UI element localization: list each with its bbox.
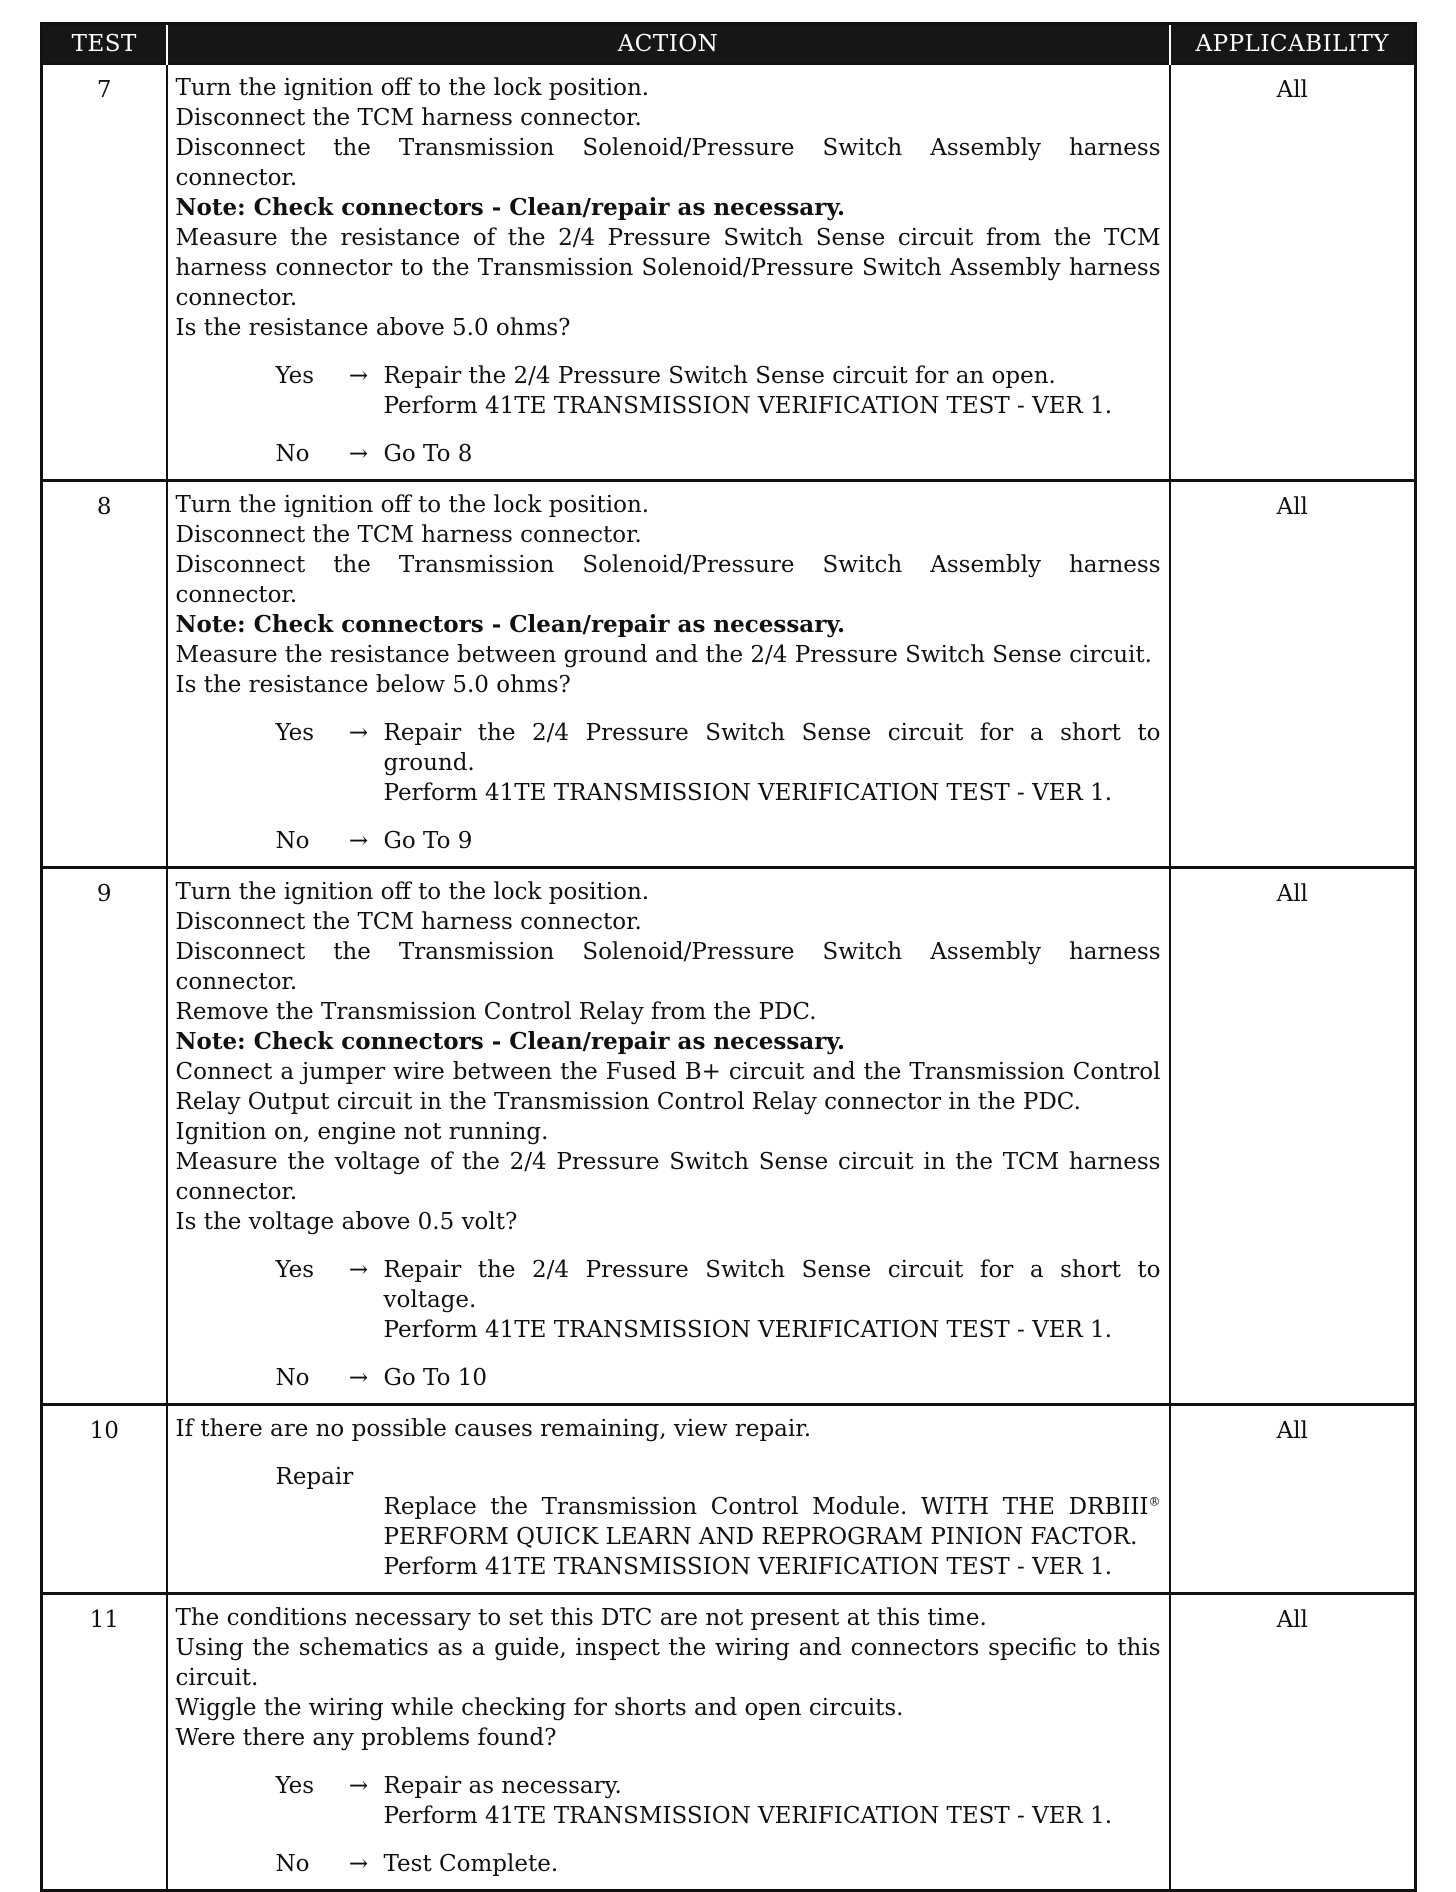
step: Disconnect the TCM harness connector. <box>175 522 642 548</box>
note: Note: Check connectors - Clean/repair as necessary. <box>175 194 846 221</box>
no-label: No <box>275 828 310 854</box>
step: Were there any problems found? <box>175 1725 557 1751</box>
step: Turn the ignition off to the lock position. <box>175 492 650 518</box>
note: Note: Check connectors - Clean/repair as necessary. <box>175 611 846 638</box>
arrow-icon: → <box>348 1851 369 1877</box>
arrow-icon: → <box>348 363 369 389</box>
action-cell <box>167 1594 1170 1891</box>
yes-result <box>276 718 1161 808</box>
table-row <box>42 868 1416 1405</box>
step: Disconnect the Transmission Solenoid/Pressure Switch Assembly harness connector. <box>175 939 1161 995</box>
no-text: Go To 8 <box>383 441 473 467</box>
yes-text <box>384 718 1161 808</box>
no-text: Test Complete. <box>383 1851 559 1877</box>
yes-line: Repair the 2/4 Pressure Switch Sense circuit for a short to ground. <box>383 720 1161 776</box>
applicability-value: All <box>1170 481 1416 868</box>
step: Wiggle the wiring while checking for shorts and open circuits. <box>175 1695 904 1721</box>
step: If there are no possible causes remaining, view repair. <box>175 1416 812 1442</box>
arrow-icon: → <box>348 1365 369 1391</box>
step: Ignition on, engine not running. <box>175 1119 549 1145</box>
repair-body <box>384 1492 1161 1582</box>
step: Is the voltage above 0.5 volt? <box>175 1209 518 1235</box>
step: Connect a jumper wire between the Fused B+ circuit and the Transmission Control Relay Output circuit in the Transmission Control Relay connector in the PDC. <box>175 1059 1161 1115</box>
no-text: Go To 10 <box>383 1365 488 1391</box>
repair-perform: Perform 41TE TRANSMISSION VERIFICATION TEST - VER 1. <box>383 1554 1113 1580</box>
action-cell <box>167 64 1170 481</box>
no-label: No <box>275 1365 310 1391</box>
action-cell <box>167 868 1170 1405</box>
yes-line: Perform 41TE TRANSMISSION VERIFICATION TEST - VER 1. <box>383 780 1113 806</box>
step: Measure the resistance of the 2/4 Pressure Switch Sense circuit from the TCM harness connector to the Transmission Solenoid/Pressure Switch Assembly harness connector. <box>175 225 1161 311</box>
no-result <box>276 1849 1161 1879</box>
yes-line: Perform 41TE TRANSMISSION VERIFICATION TEST - VER 1. <box>383 393 1113 419</box>
step: Measure the voltage of the 2/4 Pressure Switch Sense circuit in the TCM harness connector. <box>175 1149 1161 1205</box>
action-cell <box>167 1405 1170 1594</box>
step: Measure the resistance between ground and the 2/4 Pressure Switch Sense circuit. <box>175 642 1152 668</box>
yes-text <box>384 1771 1161 1831</box>
test-number: 10 <box>42 1405 167 1594</box>
yes-result <box>276 1255 1161 1345</box>
applicability-value: All <box>1170 868 1416 1405</box>
applicability-value: All <box>1170 1405 1416 1594</box>
yes-text <box>384 1255 1161 1345</box>
table-row <box>42 481 1416 868</box>
step: Disconnect the Transmission Solenoid/Pressure Switch Assembly harness connector. <box>175 552 1161 608</box>
arrow-icon: → <box>348 441 369 467</box>
no-text: Go To 9 <box>383 828 473 854</box>
yes-line: Perform 41TE TRANSMISSION VERIFICATION TEST - VER 1. <box>383 1803 1113 1829</box>
test-number: 8 <box>42 481 167 868</box>
step: Using the schematics as a guide, inspect the wiring and connectors specific to this circuit. <box>175 1635 1161 1691</box>
header-test: TEST <box>42 24 167 65</box>
step: Remove the Transmission Control Relay from the PDC. <box>175 999 817 1025</box>
step: Is the resistance below 5.0 ohms? <box>175 672 571 698</box>
step: Disconnect the TCM harness connector. <box>175 909 642 935</box>
arrow-icon: → <box>348 1773 369 1799</box>
applicability-value: All <box>1170 64 1416 481</box>
step: Turn the ignition off to the lock position. <box>175 879 650 905</box>
repair-block <box>276 1462 1161 1582</box>
no-result <box>276 826 1161 856</box>
yes-label: Yes <box>275 363 315 389</box>
yes-line: Perform 41TE TRANSMISSION VERIFICATION TEST - VER 1. <box>383 1317 1113 1343</box>
test-number: 9 <box>42 868 167 1405</box>
yes-line: Repair the 2/4 Pressure Switch Sense circuit for an open. <box>383 363 1056 389</box>
yes-label: Yes <box>275 1257 315 1283</box>
registered-mark: ® <box>1148 1494 1161 1509</box>
note: Note: Check connectors - Clean/repair as necessary. <box>175 1028 846 1055</box>
step: Is the resistance above 5.0 ohms? <box>175 315 571 341</box>
table-header <box>42 24 1416 65</box>
yes-label: Yes <box>275 720 315 746</box>
test-number: 11 <box>42 1594 167 1891</box>
no-result <box>276 439 1161 469</box>
yes-label: Yes <box>275 1773 315 1799</box>
diagnostic-test-table <box>40 22 1417 1892</box>
repair-text: Replace the Transmission Control Module. WITH THE DRBIII <box>383 1494 1149 1520</box>
table-row <box>42 1594 1416 1891</box>
yes-text <box>384 361 1161 421</box>
yes-result <box>276 361 1161 421</box>
applicability-value: All <box>1170 1594 1416 1891</box>
no-result <box>276 1363 1161 1393</box>
repair-text-cont: PERFORM QUICK LEARN AND REPROGRAM PINION FACTOR. <box>383 1524 1138 1550</box>
table-row <box>42 1405 1416 1594</box>
table-row <box>42 64 1416 481</box>
no-label: No <box>275 441 310 467</box>
test-number: 7 <box>42 64 167 481</box>
arrow-icon: → <box>348 720 369 746</box>
yes-result <box>276 1771 1161 1831</box>
step: Disconnect the TCM harness connector. <box>175 105 642 131</box>
no-label: No <box>275 1851 310 1877</box>
yes-line: Repair as necessary. <box>383 1773 622 1799</box>
step: Disconnect the Transmission Solenoid/Pressure Switch Assembly harness connector. <box>175 135 1161 191</box>
step: Turn the ignition off to the lock position. <box>175 75 650 101</box>
step: The conditions necessary to set this DTC are not present at this time. <box>175 1605 987 1631</box>
arrow-icon: → <box>348 828 369 854</box>
header-applicability: APPLICABILITY <box>1170 24 1416 65</box>
repair-label: Repair <box>275 1464 354 1490</box>
header-action: ACTION <box>167 24 1170 65</box>
arrow-icon: → <box>348 1257 369 1283</box>
yes-line: Repair the 2/4 Pressure Switch Sense circuit for a short to voltage. <box>383 1257 1161 1313</box>
action-cell <box>167 481 1170 868</box>
